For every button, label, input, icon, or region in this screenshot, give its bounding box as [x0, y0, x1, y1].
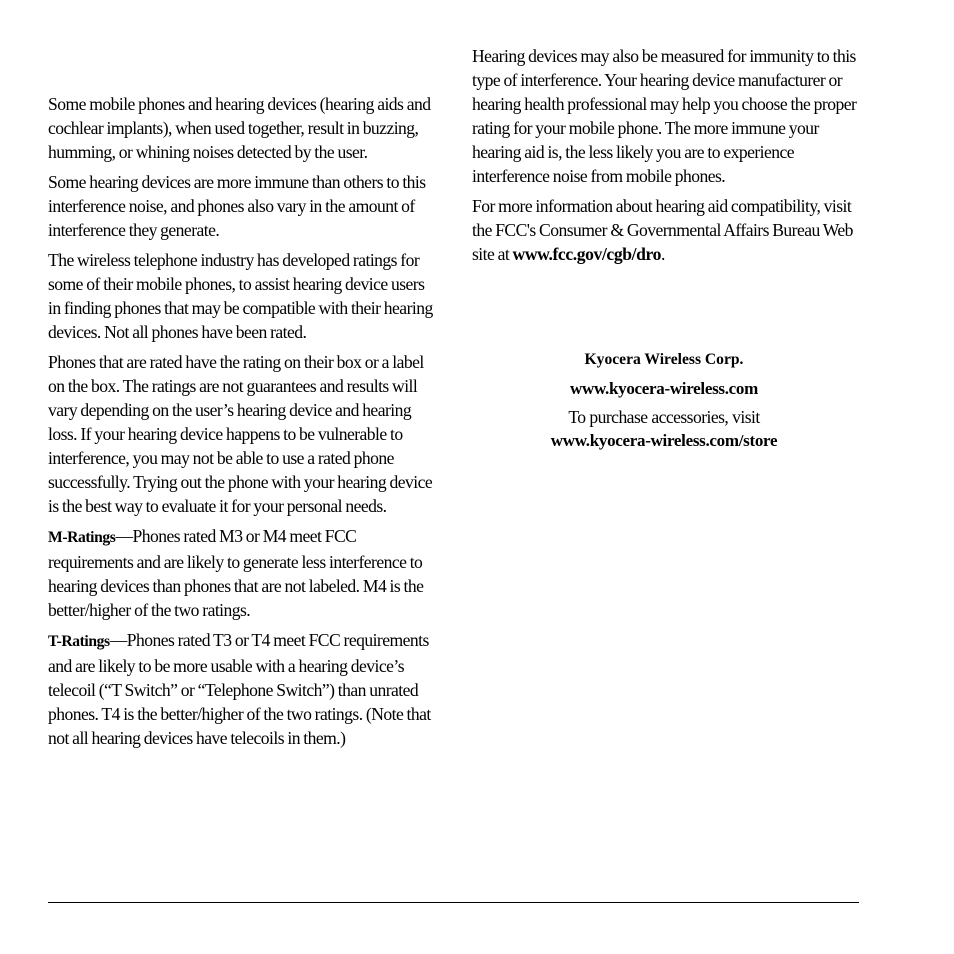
accessories-text: To purchase accessories, visit	[568, 407, 760, 427]
company-name: Kyocera Wireless Corp.	[584, 351, 744, 368]
paragraph-industry-ratings: The wireless telephone industry has developed ratings for some of their mobile phones, to assist hearing device users in finding phones that may be compatible with their hearing devices. Not all phones have been rated.	[48, 250, 433, 342]
m-ratings-text: —Phones rated M3 or M4 meet FCC requirements and are likely to generate less interference to hearing devices than phones that are not labeled. M4 is the better/higher of the two ratings.	[48, 526, 424, 620]
paragraph-m-ratings	[48, 524, 436, 622]
paragraph-fcc-info	[472, 194, 864, 266]
right-column	[472, 44, 864, 272]
store-link[interactable]: www.kyocera-wireless.com/store	[550, 431, 778, 450]
paragraph-interference-intro: Some mobile phones and hearing devices (hearing aids and cochlear implants), when used together, result in buzzing, humming, or whining noises detected by the user.	[48, 94, 431, 162]
left-column	[48, 92, 436, 756]
fcc-info-text: For more information about hearing aid compatibility, visit the FCC's Consumer & Governmental Affairs Bureau Web site at	[472, 196, 853, 264]
paragraph-rated-phones: Phones that are rated have the rating on their box or a label on the box. The ratings are not guarantees and results will vary depending on the user’s hearing device and hearing loss. If your hearing device happens to be vulnerable to interference, you may not be able to use a rated phone successfully. Trying out the phone with your hearing device is the best way to evaluate it for your personal needs.	[48, 352, 433, 516]
m-ratings-term: M-Ratings	[48, 529, 116, 546]
t-ratings-term: T-Ratings	[48, 633, 110, 650]
footer-divider	[48, 902, 859, 903]
t-ratings-text: —Phones rated T3 or T4 meet FCC requirements and are likely to be more usable with a hearing device’s telecoil (“T Switch” or “Telephone Switch”) than unrated phones. T4 is the better/higher of the two ratings. (Note that not all hearing devices have telecoils in them.)	[48, 630, 431, 748]
contact-block	[470, 348, 858, 453]
paragraph-immunity-variation: Some hearing devices are more immune than others to this interference noise, and phones also vary in the amount of interference they generate.	[48, 172, 426, 240]
paragraph-t-ratings	[48, 628, 436, 750]
paragraph-immunity-measurement: Hearing devices may also be measured for immunity to this type of interference. Your hearing device manufacturer or hearing health professional may help you choose the proper rating for your mobile phone. The more immune your hearing aid is, the less likely you are to experience interference noise from mobile phones.	[472, 46, 857, 186]
fcc-info-period: .	[660, 244, 665, 264]
fcc-link[interactable]: www.fcc.gov/cgb/dro	[512, 244, 661, 264]
company-website-link[interactable]: www.kyocera-wireless.com	[570, 379, 758, 398]
